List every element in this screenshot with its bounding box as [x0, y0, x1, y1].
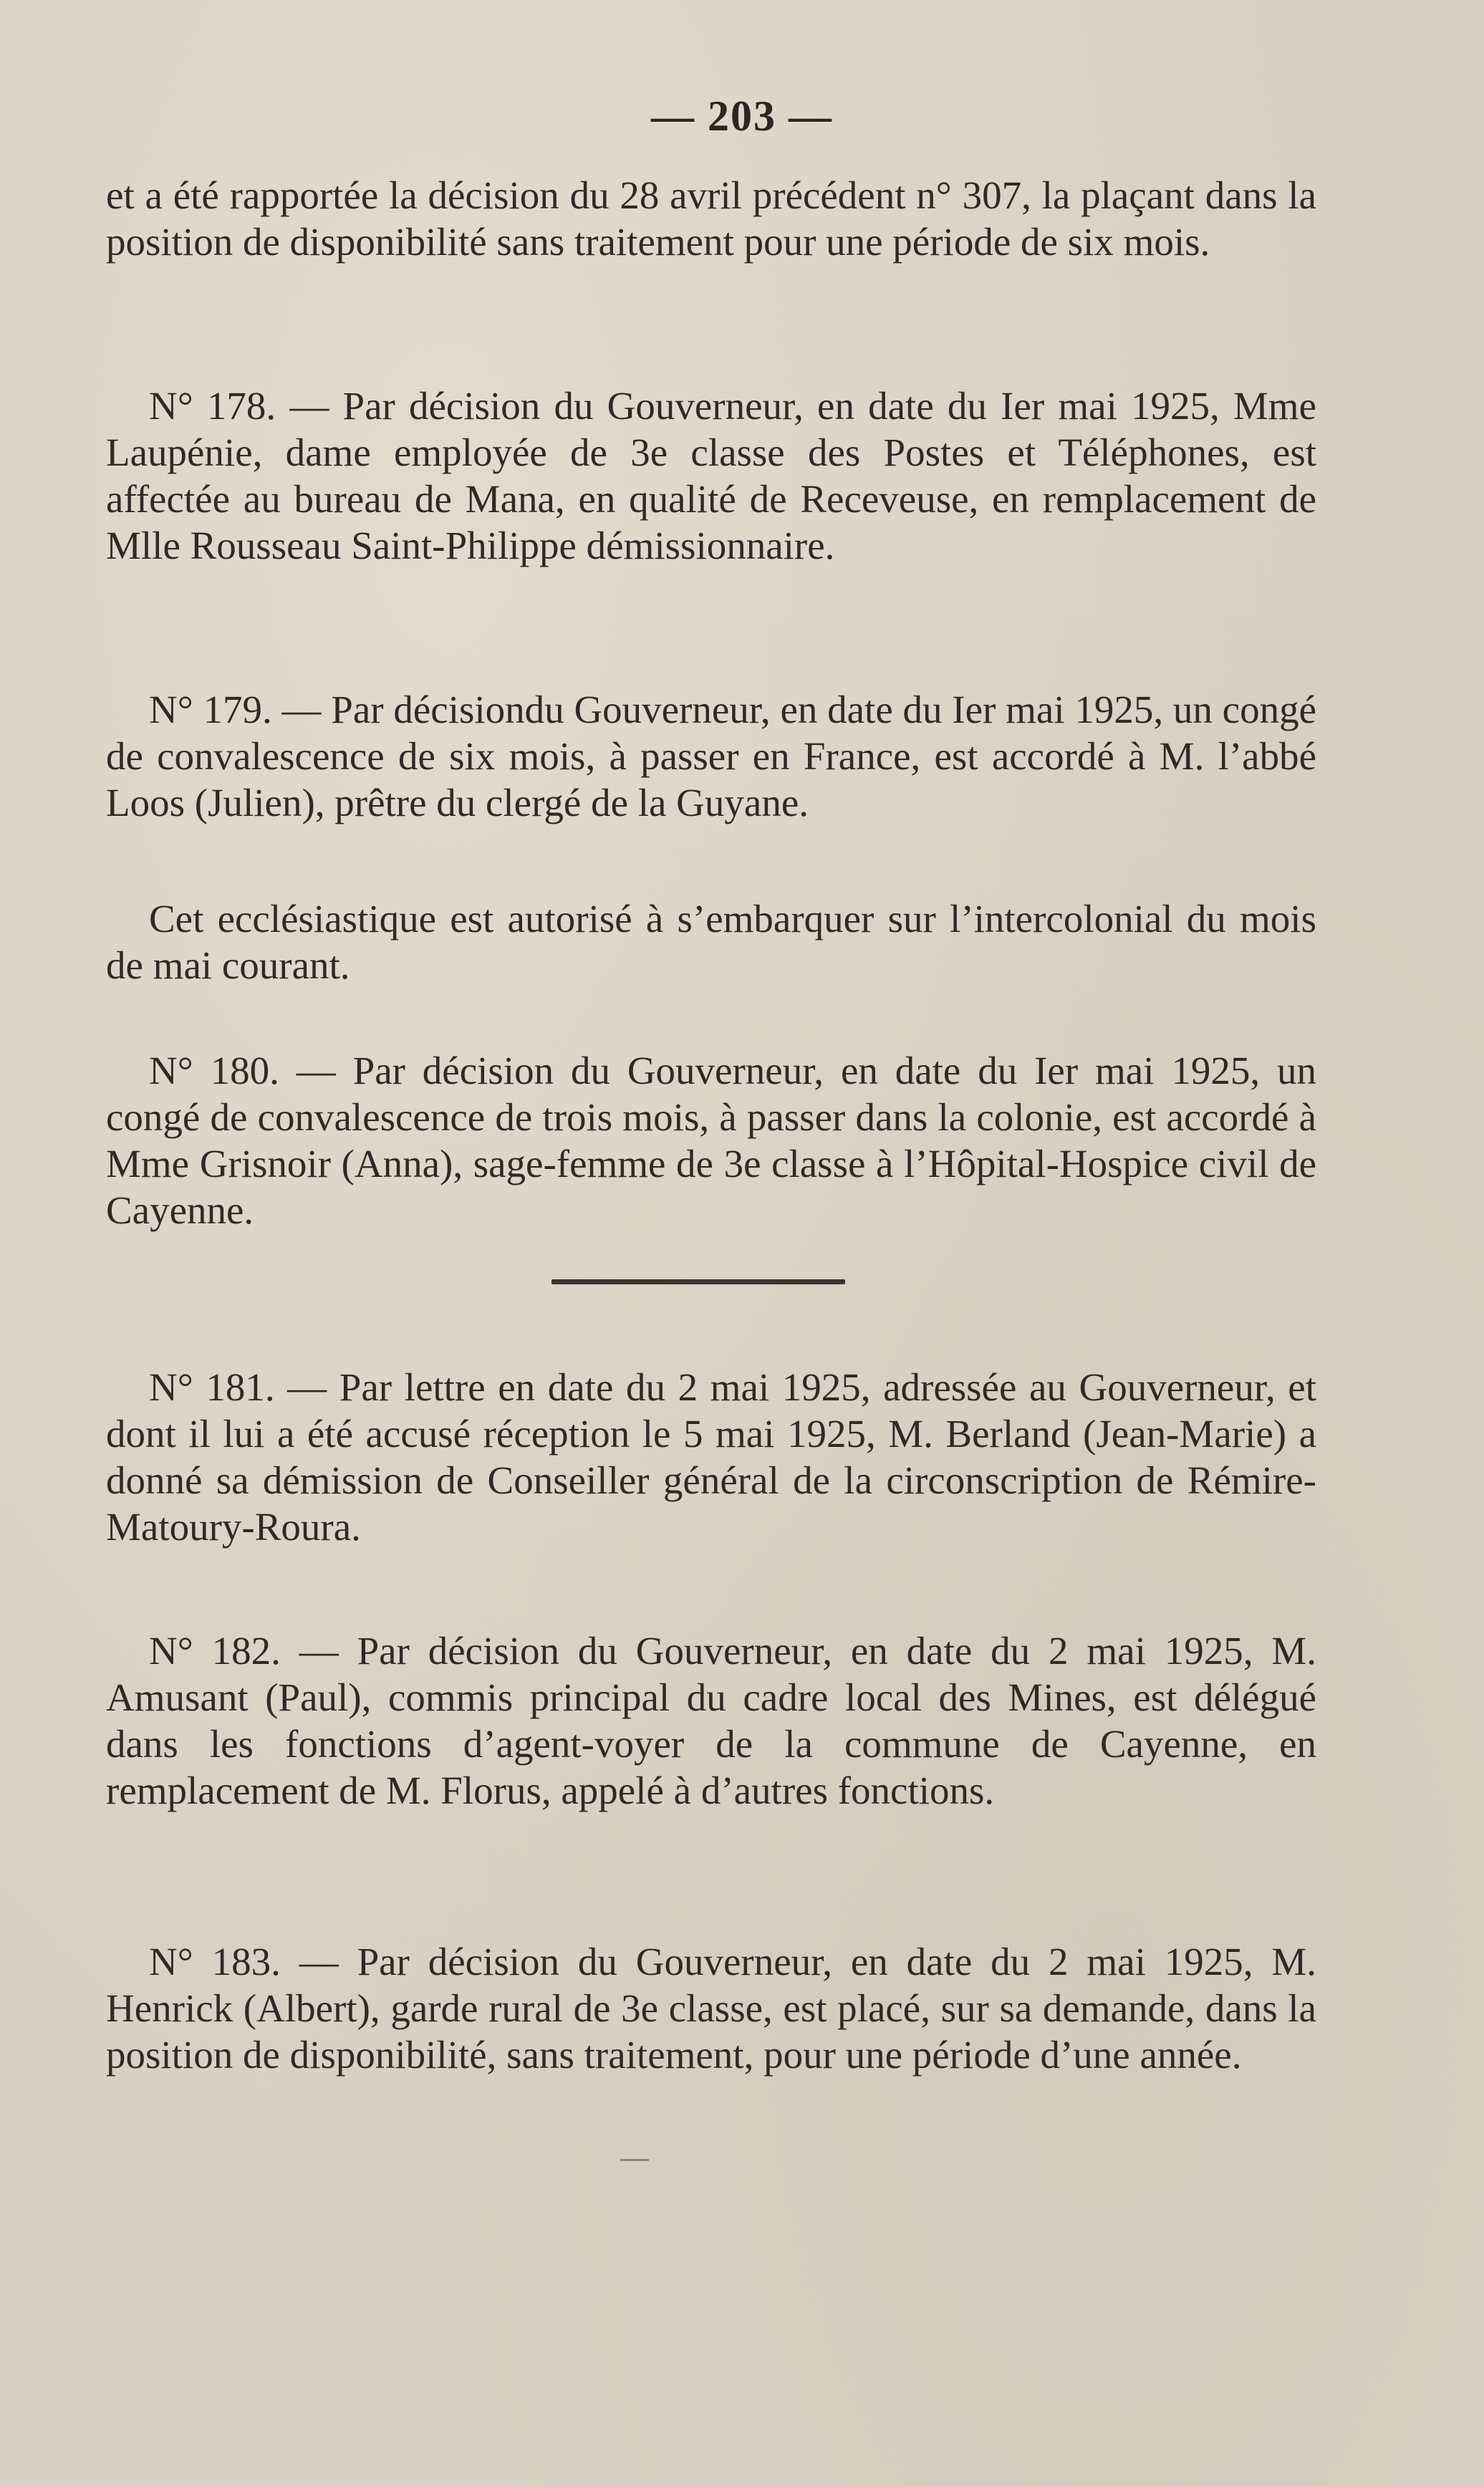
- page-number: — 203 —: [651, 92, 833, 140]
- paragraph-n179-continuation: [106, 895, 1316, 988]
- paragraph-text: N° 178. — Par décision du Gouverneur, en date du Ier mai 1925, Mme Laupénie, dame employée de 3e classe des Postes et Téléphones, est affectée au bureau de Mana, en qualité de Receveuse, en remplacement de Mlle Rousseau Saint-Philippe démissionnaire.: [106, 384, 1316, 567]
- paragraph-text: N° 183. — Par décision du Gouverneur, en date du 2 mai 1925, M. Henrick (Albert), garde rural de 3e classe, est placé, sur sa demande, dans la position de disponibilité, sans traitement, pour une période d’une année.: [106, 1940, 1316, 2077]
- paragraph-n182: [106, 1627, 1316, 1814]
- page-end-mark: [620, 2159, 649, 2161]
- paragraph-n178: [106, 383, 1316, 569]
- paragraph-n183: [106, 1938, 1316, 2078]
- paragraph-n180: [106, 1047, 1316, 1233]
- paragraph-text: N° 180. — Par décision du Gouverneur, en date du Ier mai 1925, un congé de convalescence de trois mois, à passer dans la colonie, est accordé à Mme Grisnoir (Anna), sage-femme de 3e classe à l’Hôpital-Hospice civil de Cayenne.: [106, 1049, 1316, 1232]
- paragraph-text: Cet ecclésiastique est autorisé à s’embarquer sur l’intercolonial du mois de mai courant.: [106, 897, 1316, 987]
- paragraph-text: N° 182. — Par décision du Gouverneur, en date du 2 mai 1925, M. Amusant (Paul), commis principal du cadre local des Mines, est délégué dans les fonctions d’agent-voyer de la commune de Cayenne, en remplacement de M. Florus, appelé à d’autres fonctions.: [106, 1629, 1316, 1812]
- section-divider: [551, 1279, 845, 1284]
- paragraph-text: N° 179. — Par décisiondu Gouverneur, en date du Ier mai 1925, un congé de convalescence de six mois, à passer en France, est accordé à M. l’abbé Loos (Julien), prêtre du clergé de la Guyane.: [106, 688, 1316, 824]
- paragraph-continuation: [106, 172, 1316, 265]
- paragraph-text: et a été rapportée la décision du 28 avril précédent n° 307, la plaçant dans la position de disponibilité sans traitement pour une période de six mois.: [106, 173, 1316, 264]
- paragraph-n179: [106, 686, 1316, 826]
- paragraph-n181: [106, 1364, 1316, 1550]
- paragraph-text: N° 181. — Par lettre en date du 2 mai 1925, adressée au Gouverneur, et dont il lui a été accusé réception le 5 mai 1925, M. Berland (Jean-Marie) a donné sa démission de Conseiller général de la circonscription de Rémire-Matoury-Roura.: [106, 1365, 1316, 1549]
